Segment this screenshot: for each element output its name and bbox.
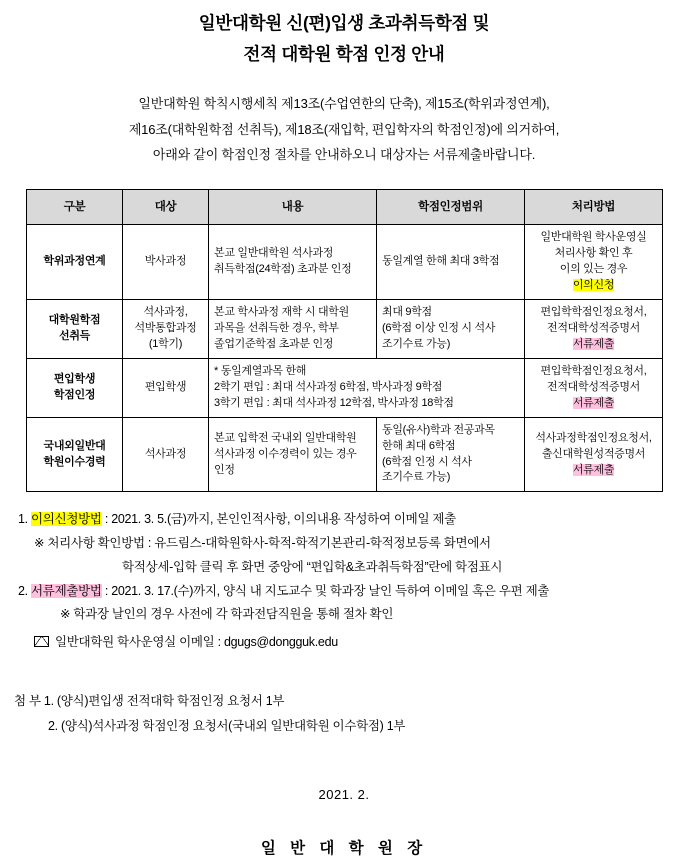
row-0-method-line-2: 이의 있는 경우 [559,263,628,276]
note-1-text: : 2021. 3. 5.(금)까지, 본인인적사항, 이의내용 작성하여 이메일 제출 [101,512,456,527]
row-2-content-line-0: * 동일계열과목 한해 [214,364,307,377]
row-1-division-line-1: 선취득 [59,329,90,342]
document-signature: 일 반 대 학 원 장 [260,839,428,857]
row-3-target [123,417,209,492]
row-1-method [525,300,663,359]
row-2-method-highlight: 서류제출 [572,396,615,409]
row-3-method-line-1: 출신대학원성적증명서 [541,447,646,460]
row-2-division-line-1: 학점인정 [53,388,96,401]
note-1-number: 1. [18,512,28,527]
table-header-range: 학점인정범위 [377,190,525,225]
row-2-method [525,358,663,417]
row-2-content [209,358,525,417]
row-0-method-highlight: 이의신청 [572,279,615,292]
table-header-row [27,190,663,225]
table-header-division: 구분 [27,190,123,225]
row-0-method-line-0: 일반대학원 학사운영실 [540,231,647,244]
envelope-icon [34,636,49,647]
row-1-range-line-0: 최대 9학점 [382,306,432,319]
row-2-target [123,358,209,417]
note-item-5 [18,603,688,627]
note-4-number: 2. [18,583,28,598]
row-3-range-line-0: 동일(유사)학과 전공과목 [382,423,495,436]
title-line-2: 전적 대학원 학점 인정 안내 [243,43,445,64]
contact-email-text: 일반대학원 학사운영실 이메일 : dgugs@dongguk.edu [55,635,338,650]
row-1-content-line-0: 본교 학사과정 재학 시 대학원 [214,306,349,319]
document-page [0,8,688,867]
note-5-prefix: ※ [60,607,71,622]
row-1-content-line-1: 과목을 선취득한 경우, 학부 [214,321,339,334]
document-title [0,8,688,69]
note-1-highlight: 이의신청방법 [31,512,102,527]
row-3-division-line-1: 학원이수경력 [43,455,106,468]
row-2-target-line-0: 편입학생 [144,380,187,393]
attachment-line-1 [14,689,688,714]
row-3-method-line-0: 석사과정학점인정요청서, [535,431,652,444]
attachment-line-2 [14,714,688,739]
attachment-item-1: 1. (양식)편입생 전적대학 학점인정 요청서 1부 [43,693,285,708]
row-2-content-line-1: 2학기 편입 : 최대 석사과정 6학점, 박사과정 9학점 [214,380,443,393]
table-row [27,358,663,417]
table-row [27,417,663,492]
row-3-content-line-0: 본교 입학전 국내외 일반대학원 [214,431,357,444]
attachments-label: 첨 부 [14,693,41,708]
row-3-method [525,417,663,492]
table-header-method: 처리방법 [525,190,663,225]
row-0-content-line-0: 본교 일반대학원 석사과정 [214,247,334,260]
row-0-range [377,225,525,300]
document-date: 2021. 2. [318,786,370,802]
row-2-method-line-1: 전적대학성적증명서 [547,380,640,393]
note-item-3 [18,556,688,580]
row-2-content-line-2: 3학기 편입 : 최대 석사과정 12학점, 박사과정 18학점 [214,396,454,409]
row-0-content-line-1: 취득학점(24학점) 초과분 인정 [214,263,352,276]
row-3-range [377,417,525,492]
table-header-content: 내용 [209,190,377,225]
row-1-method-highlight: 서류제출 [572,337,615,350]
note-2-text: 처리사항 확인방법 : 유드림스-대학원학사-학적-학적기본관리-학적정보등록 화면에서 [47,536,491,551]
intro-line-2: 제16조(대학원학점 선취득), 제18조(재입학, 편입학자의 학점인정)에 의거하여, [128,121,560,137]
row-1-range-line-1: (6학점 이상 인정 시 석사 [382,321,496,334]
attachment-item-2: 2. (양식)석사과정 학점인정 요청서(국내외 일반대학원 이수학점) 1부 [48,718,406,733]
row-1-target [123,300,209,359]
row-2-method-line-0: 편입학학점인정요청서, [540,364,647,377]
note-2-prefix: ※ [34,536,45,551]
row-1-content [209,300,377,359]
row-2-division-line-0: 편입학생 [53,372,96,385]
row-3-target-line-0: 석사과정 [144,447,187,460]
row-3-range-line-2: (6학점 인정 시 석사 [382,455,472,468]
credit-recognition-table [26,189,663,492]
table-row [27,300,663,359]
row-1-method-line-0: 편입학학점인정요청서, [540,306,647,319]
row-0-range-line-0: 동일계열 한해 최대 3학점 [382,255,500,268]
row-1-method-line-1: 전적대학성적증명서 [547,321,640,334]
row-0-content [209,225,377,300]
intro-line-1: 일반대학원 학칙시행세칙 제13조(수업연한의 단축), 제15조(학위과정연계), [138,96,550,112]
row-0-target-line-0: 박사과정 [144,255,187,268]
row-1-content-line-2: 졸업기준학점 초과분 인정 [214,337,334,350]
row-0-division [27,225,123,300]
row-1-target-line-1: 석박통합과정 [134,321,197,334]
row-1-range [377,300,525,359]
intro-paragraph [0,91,688,167]
note-3-text: 학적상세-입학 클릭 후 화면 중앙에 “편입학&초과취득학점”란에 학점표시 [122,559,503,574]
table-row [27,225,663,300]
row-3-range-line-1: 한해 최대 6학점 [382,439,456,452]
note-4-text: : 2021. 3. 17.(수)까지, 양식 내 지도교수 및 학과장 날인 득하여 이메일 혹은 우편 제출 [101,583,550,598]
credit-recognition-table-wrap [26,189,662,492]
note-item-4 [18,580,688,604]
intro-line-3: 아래와 같이 학점인정 절차를 안내하오니 대상자는 서류제출바랍니다. [152,146,536,162]
row-0-division-text: 학위과정연계 [43,255,106,268]
row-3-method-highlight: 서류제출 [572,463,615,476]
note-4-highlight: 서류제출방법 [31,583,102,598]
row-0-target [123,225,209,300]
row-3-content-line-1: 석사과정 이수경력이 있는 경우 [214,447,357,460]
note-item-2 [18,532,688,556]
row-3-range-line-3: 조기수료 가능) [382,471,451,484]
table-header-target: 대상 [123,190,209,225]
notes-section [18,508,688,655]
row-3-content-line-2: 인정 [214,463,235,476]
row-1-division [27,300,123,359]
note-item-1 [18,508,688,532]
row-1-division-line-0: 대학원학점 [48,314,101,326]
row-1-target-line-0: 석사과정, [143,306,188,319]
row-1-range-line-2: 조기수료 가능) [382,337,451,350]
row-3-content [209,417,377,492]
row-3-division-line-0: 국내외일반대 [43,439,106,452]
row-0-method-line-1: 처리사항 확인 후 [554,247,633,260]
contact-email-row [18,631,688,655]
row-1-target-line-2: (1학기) [148,337,183,350]
row-3-division [27,417,123,492]
note-5-text: 학과장 날인의 경우 사전에 각 학과전담직원을 통해 절차 확인 [73,607,394,622]
row-2-division [27,358,123,417]
row-0-method [525,225,663,300]
title-line-1: 일반대학원 신(편)입생 초과취득학점 및 [198,13,490,33]
attachments-section [14,689,688,739]
